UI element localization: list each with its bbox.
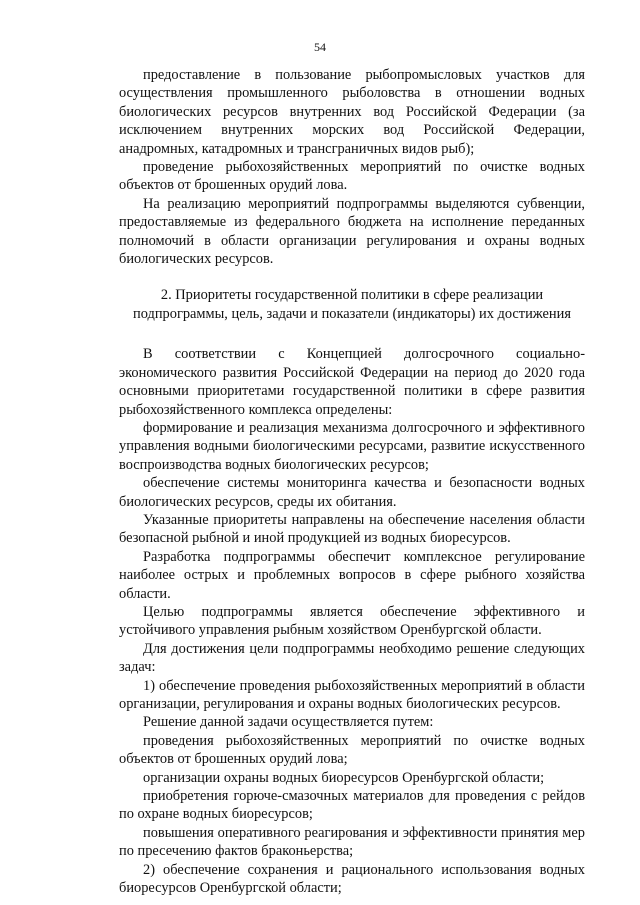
- paragraph: Разработка подпрограммы обеспечит комплексное регулирование наиболее острых и проблемных вопросов в сфере рыбного хозяйства области.: [119, 548, 585, 602]
- paragraph: Решение данной задачи осуществляется путем:: [143, 714, 434, 731]
- paragraph: формирование и реализация механизма долгосрочного и эффективного управления водными биологическими ресурсами, развитие искусственного воспроизводства водных биологических ресурсов;: [119, 419, 585, 473]
- paragraph: предоставление в пользование рыбопромысловых участков для осуществления промышленного рыболовства в отношении водных биологических ресурсов внутренних вод Российской Федерации (за исключением внутренних морских вод Российской Федерации, анадромных, катадромных и трансграничных видов рыб);: [119, 67, 585, 157]
- paragraph: В соответствии с Концепцией долгосрочного социально-экономического развития Российской Федерации на период до 2020 года основными приоритетами государственной политики в сфере развития рыбохозяйственного комплекса определены:: [119, 346, 585, 418]
- paragraph: Целью подпрограммы является обеспечение эффективного и устойчивого управления рыбным хозяйством Оренбургской области.: [119, 603, 585, 639]
- paragraph: проведения рыбохозяйственных мероприятий по очистке водных объектов от брошенных орудий лова;: [119, 732, 585, 768]
- paragraph: проведение рыбохозяйственных мероприятий по очистке водных объектов от брошенных орудий лова.: [119, 159, 585, 194]
- paragraph: обеспечение системы мониторинга качества и безопасности водных биологических ресурсов, среды их обитания.: [119, 475, 585, 510]
- paragraph: приобретения горюче-смазочных материалов для проведения с рейдов по охране водных биоресурсов;: [119, 788, 585, 823]
- section-heading-line: 2. Приоритеты государственной политики в сфере реализации: [160, 287, 544, 304]
- paragraph: организации охраны водных биоресурсов Оренбургской области;: [143, 769, 545, 786]
- paragraph: Указанные приоритеты направлены на обеспечение населения области безопасной рыбной и иной продукцией из водных биоресурсов.: [119, 511, 585, 547]
- paragraph: 1) обеспечение проведения рыбохозяйственных мероприятий в области организации, регулирования и охраны водных биологических ресурсов.: [119, 677, 585, 712]
- document-body: [119, 66, 585, 897]
- paragraph: На реализацию мероприятий подпрограммы выделяются субвенции, предоставляемые из федерального бюджета на исполнение переданных полномочий в области организации регулирования и охраны водных биологических ресурсов.: [119, 195, 585, 268]
- section-heading: [119, 286, 585, 323]
- paragraph: Для достижения цели подпрограммы необходимо решение следующих задач:: [119, 640, 585, 676]
- section-heading-line: подпрограммы, цель, задачи и показатели (индикаторы) их достижения: [133, 305, 571, 322]
- paragraph: повышения оперативного реагирования и эффективности принятия мер по пресечению фактов браконьерства;: [119, 824, 585, 860]
- page-number: 54: [314, 40, 326, 54]
- paragraph: 2) обеспечение сохранения и рационального использования водных биоресурсов Оренбургской области;: [119, 861, 585, 897]
